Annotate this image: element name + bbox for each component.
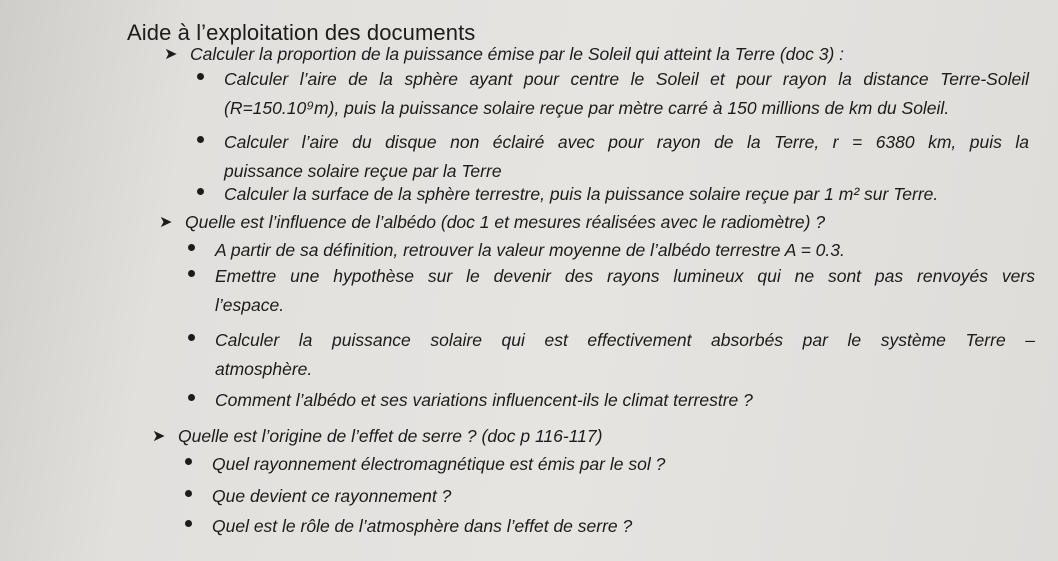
bullet-icon — [188, 394, 195, 401]
list-item — [224, 180, 1029, 209]
item-line: Calculer la puissance solaire qui est effectivement absorbés par le système Terre – — [215, 330, 1035, 350]
section-heading-text: Calculer la proportion de la puissance émise par le Soleil qui atteint la Terre (doc 3) : — [190, 44, 845, 64]
item-line: puissance solaire reçue par la Terre — [224, 161, 502, 181]
bullet-icon — [185, 458, 192, 465]
bullet-icon — [185, 490, 192, 497]
item-line: Calculer l’aire du disque non éclairé avec pour rayon de la Terre, r = 6380 km, puis la — [224, 132, 1029, 152]
list-item — [215, 386, 1035, 415]
item-line: l’espace. — [215, 295, 285, 315]
bullet-icon — [197, 136, 204, 143]
arrow-bullet-icon: ➤ — [159, 214, 173, 231]
item-line: A partir de sa définition, retrouver la valeur moyenne de l’albédo terrestre A = 0.3. — [215, 240, 845, 260]
section-heading-text: Quelle est l’influence de l’albédo (doc 1 et mesures réalisées avec le radiomètre) ? — [185, 212, 826, 232]
section-heading-1 — [164, 44, 845, 65]
section-heading-text: Quelle est l’origine de l’effet de serre ? (doc p 116-117) — [178, 426, 603, 446]
bullet-icon — [188, 334, 195, 341]
page-title: Aide à l’exploitation des documents — [127, 20, 476, 45]
item-line: Quel est le rôle de l’atmosphère dans l’effet de serre ? — [212, 516, 633, 536]
item-line: Calculer l’aire de la sphère ayant pour centre le Soleil et pour rayon la distance Terre-Soleil — [224, 69, 1029, 89]
list-item — [212, 450, 1032, 479]
list-item — [212, 512, 1032, 541]
list-item — [224, 128, 1029, 186]
bullet-icon — [188, 270, 195, 277]
list-item — [215, 262, 1035, 320]
section-heading-2 — [159, 212, 826, 233]
section-heading-3 — [152, 426, 603, 447]
item-line: Que devient ce rayonnement ? — [212, 486, 452, 506]
list-item — [212, 482, 1032, 511]
arrow-bullet-icon: ➤ — [164, 46, 178, 63]
item-line: Quel rayonnement électromagnétique est émis par le sol ? — [212, 454, 666, 474]
item-line: Comment l’albédo et ses variations influencent-ils le climat terrestre ? — [215, 390, 753, 410]
item-line: Emettre une hypothèse sur le devenir des rayons lumineux qui ne sont pas renvoyés vers — [215, 266, 1035, 286]
arrow-bullet-icon: ➤ — [152, 428, 166, 445]
bullet-icon — [197, 188, 204, 195]
bullet-icon — [197, 73, 204, 80]
list-item — [215, 236, 1035, 265]
item-line: atmosphère. — [215, 359, 313, 379]
list-item — [215, 326, 1035, 384]
bullet-icon — [188, 244, 195, 251]
bullet-icon — [185, 520, 192, 527]
item-line: Calculer la surface de la sphère terrestre, puis la puissance solaire reçue par 1 m² sur Terre. — [224, 184, 939, 204]
list-item — [224, 65, 1029, 123]
item-line: (R=150.10⁹m), puis la puissance solaire reçue par mètre carré à 150 millions de km du Soleil. — [224, 98, 950, 118]
